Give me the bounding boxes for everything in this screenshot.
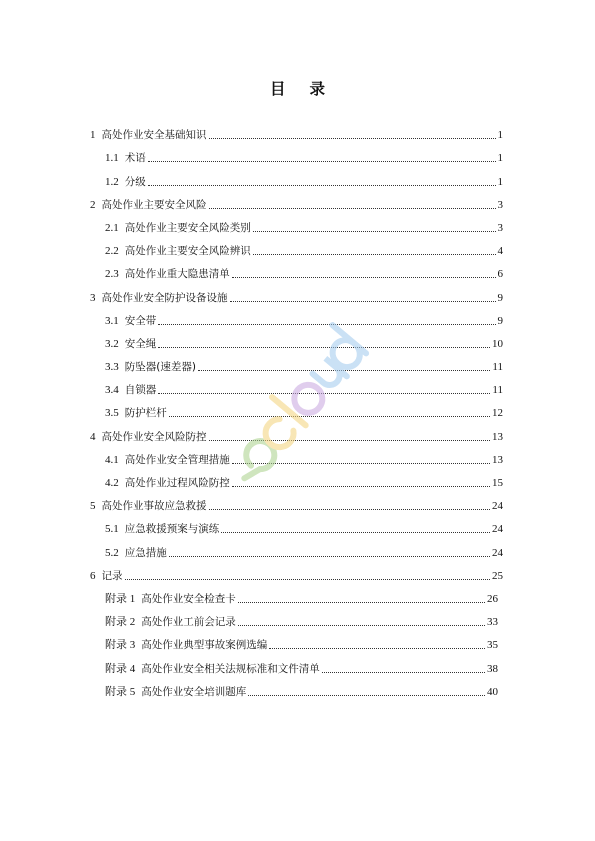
- toc-entry-label: 高处作业事故应急救援: [101, 500, 207, 513]
- dot-leader: [169, 555, 490, 557]
- toc-entry[interactable]: [0, 467, 595, 490]
- toc-entry[interactable]: [0, 258, 595, 281]
- dot-leader: [125, 578, 491, 580]
- toc-entry[interactable]: [0, 328, 595, 351]
- toc-entry[interactable]: [0, 490, 595, 513]
- page-title: 目 录: [270, 80, 335, 98]
- toc-entry-page-number: 4: [497, 245, 503, 258]
- toc-entry-page-number: 9: [497, 291, 503, 304]
- toc-entry[interactable]: [0, 165, 595, 188]
- toc-entry-label: 高处作业主要安全风险: [101, 198, 207, 211]
- toc-entry-number: 2.3: [105, 268, 119, 281]
- dot-leader: [322, 671, 485, 673]
- dot-leader: [232, 276, 496, 278]
- toc-entry[interactable]: [0, 305, 595, 328]
- toc-entry-label: 高处作业安全培训题库: [141, 685, 247, 698]
- toc-entry-page-number: 11: [492, 384, 503, 397]
- toc-list: [0, 119, 595, 699]
- toc-entry-number: 2.2: [105, 245, 119, 258]
- toc-entry-page-number: 6: [497, 268, 503, 281]
- toc-entry[interactable]: [0, 536, 595, 559]
- dot-leader: [209, 207, 496, 209]
- toc-entry-page-number: 3: [497, 221, 503, 234]
- toc-entry-page-number: 15: [492, 477, 503, 489]
- toc-entry-number: 4.2: [105, 477, 119, 489]
- toc-entry-label: 高处作业主要安全风险类别: [124, 221, 251, 234]
- toc-entry[interactable]: [0, 606, 595, 629]
- toc-entry-number: 2: [90, 198, 96, 211]
- toc-entry-number: 3.1: [105, 314, 119, 327]
- dot-leader: [230, 300, 496, 302]
- toc-entry-number: 5.2: [105, 546, 119, 559]
- toc-entry-label: 术语: [124, 152, 146, 165]
- toc-entry[interactable]: [0, 374, 595, 397]
- toc-entry-number: 3.2: [105, 337, 119, 350]
- toc-entry-number: 附录 4: [105, 662, 136, 675]
- toc-entry-page-number: 35: [487, 639, 498, 652]
- toc-entry-label: 高处作业安全管理措施: [124, 453, 230, 466]
- toc-entry-page-number: 33: [487, 616, 498, 629]
- toc-entry-label: 高处作业重大隐患清单: [124, 268, 230, 281]
- dot-leader: [232, 462, 490, 464]
- dot-leader: [209, 137, 496, 139]
- toc-entry-page-number: 24: [492, 500, 503, 513]
- toc-entry[interactable]: [0, 119, 595, 142]
- toc-entry[interactable]: [0, 444, 595, 467]
- dot-leader: [158, 323, 495, 325]
- toc-entry-label: 自锁器: [124, 384, 157, 397]
- toc-entry-number: 4.1: [105, 453, 119, 466]
- toc-entry-label: 高处作业典型事故案例选编: [141, 639, 268, 652]
- toc-entry-label: 高处作业工前会记录: [141, 616, 236, 629]
- toc-entry-number: 2.1: [105, 221, 119, 234]
- toc-entry-label: 高处作业安全基础知识: [101, 129, 207, 142]
- toc-entry[interactable]: [0, 676, 595, 699]
- toc-entry-number: 3.3: [105, 361, 119, 374]
- dot-leader: [148, 184, 496, 186]
- toc-entry-page-number: 40: [487, 685, 498, 698]
- dot-leader: [221, 531, 490, 533]
- toc-entry-number: 4: [90, 430, 96, 443]
- dot-leader: [158, 392, 490, 394]
- toc-entry[interactable]: [0, 560, 595, 583]
- dot-leader: [209, 439, 491, 441]
- toc-entry-number: 5.1: [105, 523, 119, 536]
- toc-entry-page-number: 13: [492, 430, 503, 443]
- dot-leader: [238, 601, 485, 603]
- toc-entry-label: 分级: [124, 175, 146, 188]
- toc-entry-number: 附录 2: [105, 616, 136, 629]
- toc-entry[interactable]: [0, 212, 595, 235]
- dot-leader: [209, 508, 491, 510]
- toc-entry-number: 3: [90, 291, 96, 304]
- dot-leader: [169, 415, 490, 417]
- toc-entry[interactable]: [0, 397, 595, 420]
- toc-entry-label: 高处作业安全相关法规标准和文件清单: [141, 662, 320, 675]
- toc-entry-label: 安全绳: [124, 337, 157, 350]
- toc-entry-page-number: 12: [492, 407, 503, 420]
- toc-entry-number: 附录 5: [105, 685, 136, 698]
- dot-leader: [269, 647, 485, 649]
- toc-entry-number: 3.4: [105, 384, 119, 397]
- toc-entry-number: 5: [90, 500, 96, 513]
- toc-entry-number: 1: [90, 129, 96, 142]
- toc-entry[interactable]: [0, 189, 595, 212]
- toc-entry-page-number: 11: [492, 361, 503, 374]
- dot-leader: [248, 694, 485, 696]
- toc-entry-page-number: 25: [492, 569, 503, 582]
- toc-entry-number: 附录 1: [105, 592, 136, 605]
- toc-entry-page-number: 26: [487, 592, 498, 605]
- toc-entry[interactable]: [0, 351, 595, 374]
- toc-entry-label: 高处作业过程风险防控: [124, 477, 230, 489]
- toc-entry[interactable]: [0, 629, 595, 652]
- toc-entry[interactable]: [0, 281, 595, 304]
- toc-entry-label: 应急措施: [124, 546, 167, 559]
- toc-entry-label: 防护栏杆: [124, 407, 167, 420]
- toc-entry-page-number: 3: [497, 198, 503, 211]
- toc-entry-page-number: 13: [492, 453, 503, 466]
- toc-entry-page-number: 1: [497, 175, 503, 188]
- toc-entry[interactable]: [0, 142, 595, 165]
- dot-leader: [232, 485, 490, 487]
- toc-entry-number: 附录 3: [105, 639, 136, 652]
- toc-entry-number: 3.5: [105, 407, 119, 420]
- toc-entry-label: 高处作业安全风险防控: [101, 430, 207, 443]
- toc-entry-page-number: 1: [497, 129, 503, 142]
- dot-leader: [238, 624, 485, 626]
- toc-entry-page-number: 38: [487, 662, 498, 675]
- toc-entry-number: 6: [90, 569, 96, 582]
- dot-leader: [253, 253, 496, 255]
- toc-entry[interactable]: [0, 513, 595, 536]
- toc-entry-label: 记录: [101, 569, 123, 582]
- dot-leader: [158, 346, 490, 348]
- toc-entry-label: 防坠器(速差器): [124, 361, 196, 374]
- toc-entry-label: 高处作业安全防护设备设施: [101, 291, 228, 304]
- toc-entry-page-number: 1: [497, 152, 503, 165]
- toc-entry-page-number: 24: [492, 546, 503, 559]
- toc-entry-page-number: 9: [497, 314, 503, 327]
- dot-leader: [198, 369, 490, 371]
- dot-leader: [253, 230, 496, 232]
- toc-entry-label: 应急救援预案与演练: [124, 523, 220, 536]
- toc-entry-page-number: 10: [492, 337, 503, 350]
- toc-entry-label: 高处作业安全检查卡: [141, 592, 236, 605]
- toc-entry-label: 安全带: [124, 314, 157, 327]
- toc-entry-number: 1.1: [105, 152, 119, 165]
- toc-entry-number: 1.2: [105, 175, 119, 188]
- toc-entry[interactable]: [0, 420, 595, 443]
- toc-entry[interactable]: [0, 652, 595, 675]
- dot-leader: [148, 160, 496, 162]
- toc-entry[interactable]: [0, 583, 595, 606]
- toc-entry-label: 高处作业主要安全风险辨识: [124, 245, 251, 258]
- toc-entry[interactable]: [0, 235, 595, 258]
- toc-entry-page-number: 24: [492, 523, 503, 536]
